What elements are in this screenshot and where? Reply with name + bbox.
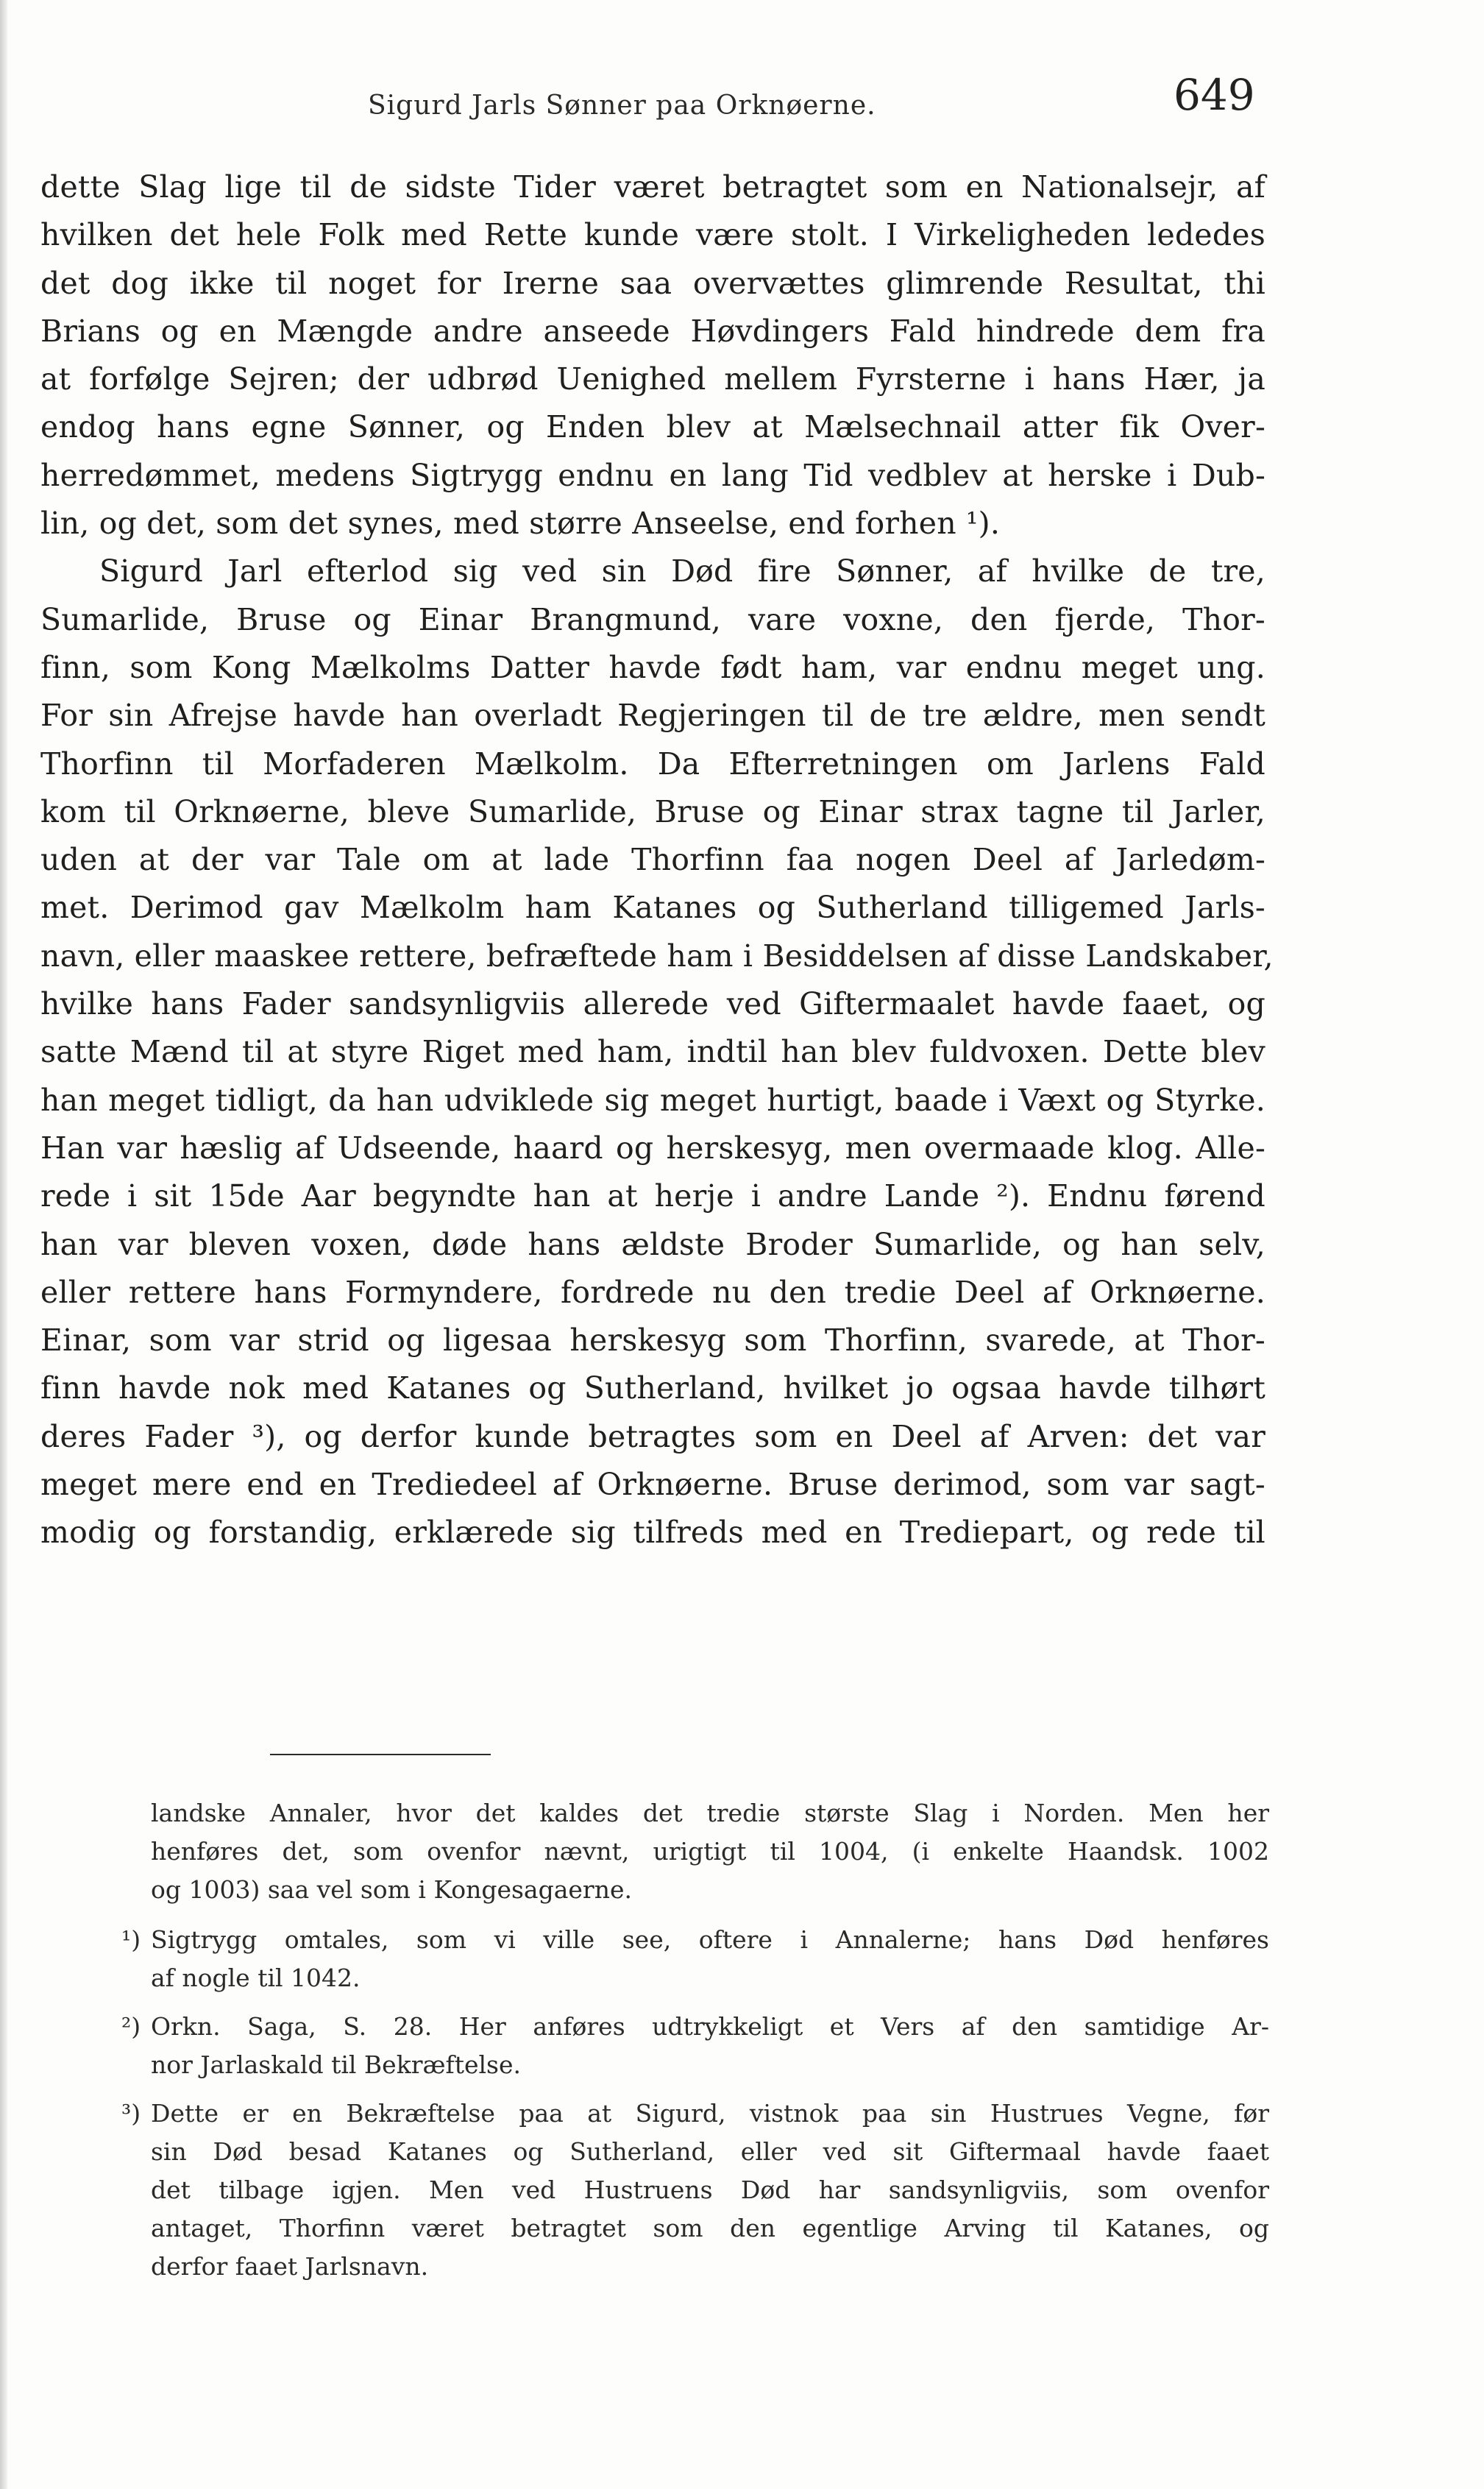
footnote-3 — [121, 2095, 1269, 2286]
text-line: Han var hæslig af Udseende, haard og herskesyg, men overmaade klog. Alle- — [40, 1130, 1265, 1166]
binding-edge — [0, 0, 7, 2489]
footnote-line: og 1003) saa vel som i Kongesagaerne. — [151, 1875, 632, 1904]
footnote-2 — [121, 2008, 1269, 2084]
footnote-1 — [121, 1921, 1269, 1997]
footnote-line: landske Annaler, hvor det kaldes det tredie største Slag i Norden. Men her — [151, 1799, 1269, 1827]
footnote-line: ¹) Sigtrygg omtales, som vi ville see, oftere i Annalerne; hans Død henføres — [121, 1925, 1269, 1954]
text-line: hvilke hans Fader sandsynligviis allerede ved Giftermaalet havde faaet, og — [40, 986, 1265, 1022]
footnote-line: ³) Dette er en Bekræftelse paa at Sigurd, vistnok paa sin Hustrues Vegne, før — [121, 2099, 1269, 2128]
text-line: Thorfinn til Morfaderen Mælkolm. Da Efterretningen om Jarlens Fald — [40, 746, 1265, 782]
footnote-line: nor Jarlaskald til Bekræftelse. — [151, 2050, 522, 2079]
footnote-text: Dette er en Bekræftelse paa at Sigurd, vistnok paa sin Hustrues Vegne, før — [151, 2099, 1269, 2128]
footnote-line: sin Død besad Katanes og Sutherland, eller ved sit Giftermaal havde faaet — [151, 2137, 1269, 2166]
main-text — [40, 163, 1274, 1557]
footnote-text: Sigtrygg omtales, som vi ville see, oftere i Annalerne; hans Død henføres — [151, 1925, 1269, 1954]
footnote-line: det tilbage igjen. Men ved Hustruens Død har sandsynligviis, som ovenfor — [151, 2175, 1269, 2204]
text-line: det dog ikke til noget for Irerne saa overvættes glimrende Resultat, thi — [40, 265, 1265, 301]
footnote-line: ²) Orkn. Saga, S. 28. Her anføres udtrykkeligt et Vers af den samtidige Ar- — [121, 2012, 1269, 2041]
text-line: endog hans egne Sønner, og Enden blev at Mælsechnail atter fik Over- — [40, 409, 1265, 445]
text-line: at forfølge Sejren; der udbrød Uenighed mellem Fyrsterne i hans Hær, ja — [40, 361, 1265, 397]
text-line: eller rettere hans Formyndere, fordrede nu den tredie Deel af Orknøerne. — [40, 1274, 1265, 1310]
page-number: 649 — [1174, 70, 1255, 120]
text-line: Sumarlide, Bruse og Einar Brangmund, vare voxne, den fjerde, Thor- — [40, 601, 1265, 637]
text-line: navn, eller maaskee rettere, befræftede ham i Besiddelsen af disse Landskaber, — [40, 938, 1274, 974]
footnote-line: henføres det, som ovenfor nævnt, urigtigt til 1004, (i enkelte Haandsk. 1002 — [151, 1837, 1269, 1866]
text-line: lin, og det, som det synes, med større Anseelse, end forhen ¹). — [40, 506, 1001, 542]
footnote-line: af nogle til 1042. — [151, 1964, 361, 1992]
text-line: han var bleven voxen, døde hans ældste Broder Sumarlide, og han selv, — [40, 1226, 1265, 1262]
footnote-text: Orkn. Saga, S. 28. Her anføres udtrykkeligt et Vers af den samtidige Ar- — [151, 2012, 1269, 2041]
running-title: Sigurd Jarls Sønner paa Orknøerne. — [368, 91, 876, 121]
text-line: finn havde nok med Katanes og Sutherland, hvilket jo ogsaa havde tilhørt — [40, 1370, 1265, 1406]
footnote-line: antaget, Thorfinn været betragtet som den egentlige Arving til Katanes, og — [151, 2214, 1269, 2242]
footnote-divider — [270, 1754, 491, 1755]
page-header — [0, 70, 1484, 136]
text-line: dette Slag lige til de sidste Tider været betragtet som en Nationalsejr, af — [40, 169, 1265, 205]
text-line: hvilken det hele Folk med Rette kunde være stolt. I Virkeligheden lededes — [40, 217, 1265, 253]
footnotes — [121, 1794, 1269, 2296]
text-line: herredømmet, medens Sigtrygg endnu en lang Tid vedblev at herske i Dub- — [40, 457, 1265, 493]
text-line: meget mere end en Trediedeel af Orknøerne. Bruse derimod, som var sagt- — [40, 1467, 1265, 1503]
text-line: Brians og en Mængde andre anseede Høvdingers Fald hindrede dem fra — [40, 313, 1265, 349]
text-line: satte Mænd til at styre Riget med ham, indtil han blev fuldvoxen. Dette blev — [40, 1034, 1265, 1070]
text-line: han meget tidligt, da han udviklede sig meget hurtigt, baade i Væxt og Styrke. — [40, 1082, 1265, 1118]
footnote-continued — [151, 1794, 1269, 1909]
footnote-line: derfor faaet Jarlsnavn. — [151, 2252, 429, 2281]
text-line: finn, som Kong Mælkolms Datter havde født ham, var endnu meget ung. — [40, 649, 1265, 685]
paragraph-start-line: Sigurd Jarl efterlod sig ved sin Død fire Sønner, af hvilke de tre, — [99, 553, 1265, 590]
text-line: uden at der var Tale om at lade Thorfinn faa nogen Deel af Jarledøm- — [40, 842, 1265, 878]
text-line: Einar, som var strid og ligesaa herskesyg som Thorfinn, svarede, at Thor- — [40, 1323, 1265, 1359]
text-line: For sin Afrejse havde han overladt Regjeringen til de tre ældre, men sendt — [40, 698, 1265, 734]
text-line: rede i sit 15de Aar begyndte han at herje i andre Lande ²). Endnu førend — [40, 1178, 1265, 1214]
text-line: modig og forstandig, erklærede sig tilfreds med en Trediepart, og rede til — [40, 1515, 1265, 1551]
text-line: kom til Orknøerne, bleve Sumarlide, Bruse og Einar strax tagne til Jarler, — [40, 793, 1265, 829]
text-line: met. Derimod gav Mælkolm ham Katanes og Sutherland tilligemed Jarls- — [40, 890, 1265, 926]
text-line: deres Fader ³), og derfor kunde betragtes som en Deel af Arven: det var — [40, 1418, 1265, 1454]
